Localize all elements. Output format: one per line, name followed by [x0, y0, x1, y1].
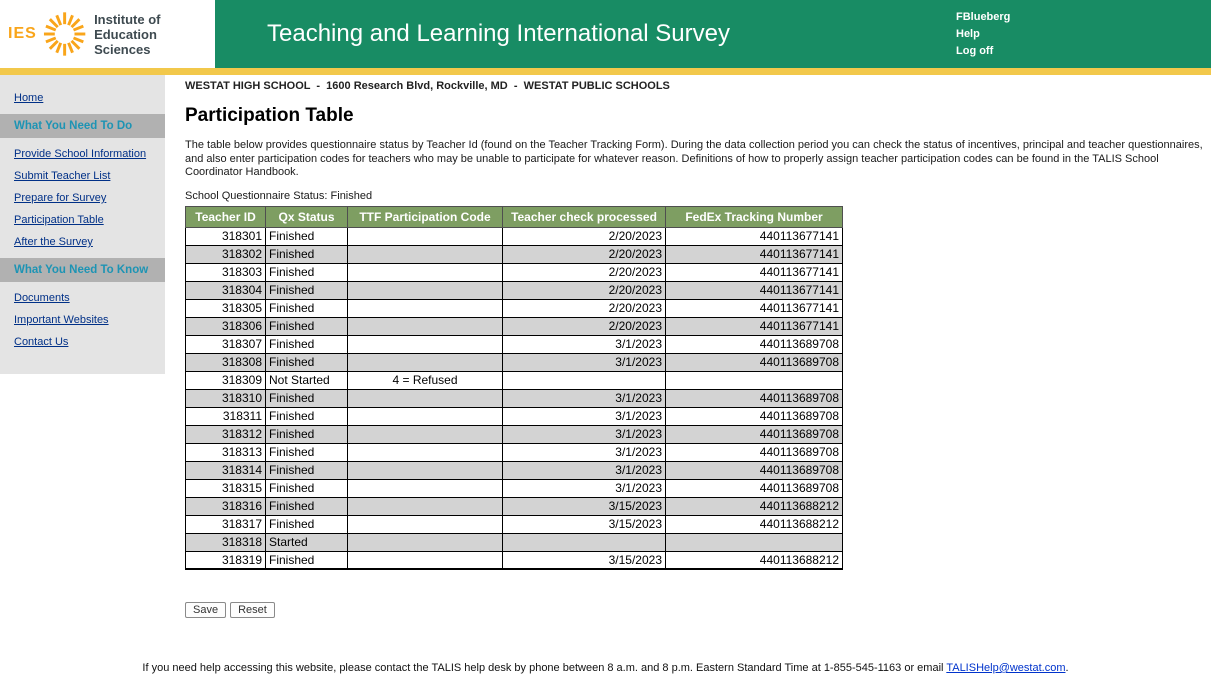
ies-org-name — [94, 12, 215, 57]
teacher-id-cell: 318317 — [186, 515, 266, 533]
ttf-code-cell[interactable] — [348, 335, 503, 353]
sidebar-item-provide-school-information[interactable]: Provide School Information — [14, 148, 147, 160]
qx-status-cell: Finished — [266, 461, 348, 479]
button-row — [185, 602, 1205, 618]
fedex-tracking-cell: 440113677141 — [666, 299, 843, 317]
table-row — [186, 227, 843, 245]
ttf-code-cell[interactable] — [348, 461, 503, 479]
fedex-tracking-cell: 440113688212 — [666, 497, 843, 515]
qx-status-cell: Not Started — [266, 371, 348, 389]
table-header-row — [186, 206, 843, 227]
sidebar-item-home[interactable]: Home — [14, 92, 44, 104]
table-row — [186, 443, 843, 461]
col-header-fedex-tracking: FedEx Tracking Number — [666, 206, 843, 227]
qx-status-cell: Finished — [266, 443, 348, 461]
qx-status-cell: Finished — [266, 353, 348, 371]
fedex-tracking-cell: 440113677141 — [666, 227, 843, 245]
table-row — [186, 299, 843, 317]
col-header-check-processed: Teacher check processed — [503, 206, 666, 227]
qx-status-cell: Finished — [266, 299, 348, 317]
sidebar-item-submit-teacher-list[interactable]: Submit Teacher List — [14, 170, 111, 182]
qx-status-cell: Finished — [266, 389, 348, 407]
ttf-code-cell[interactable] — [348, 515, 503, 533]
table-row — [186, 281, 843, 299]
col-header-ttf-code: TTF Participation Code — [348, 206, 503, 227]
teacher-id-cell: 318309 — [186, 371, 266, 389]
main-content — [165, 75, 1211, 618]
ies-logo-text: IES — [8, 25, 37, 42]
sidebar-item-prepare-for-survey[interactable]: Prepare for Survey — [14, 192, 107, 204]
check-processed-cell: 3/1/2023 — [503, 335, 666, 353]
check-processed-cell: 2/20/2023 — [503, 227, 666, 245]
qx-status-cell: Finished — [266, 425, 348, 443]
ttf-code-cell[interactable] — [348, 353, 503, 371]
gold-divider-bar — [0, 68, 1211, 75]
fedex-tracking-cell: 440113677141 — [666, 245, 843, 263]
sunburst-icon — [41, 10, 88, 58]
table-row — [186, 479, 843, 497]
ttf-code-cell[interactable] — [348, 443, 503, 461]
help-footer — [0, 662, 1211, 674]
reset-button[interactable]: Reset — [230, 602, 275, 618]
ttf-code-cell[interactable] — [348, 263, 503, 281]
teacher-id-cell: 318307 — [186, 335, 266, 353]
qx-status-cell: Finished — [266, 551, 348, 569]
teacher-id-cell: 318308 — [186, 353, 266, 371]
help-link[interactable]: Help — [956, 28, 980, 40]
check-processed-cell: 3/15/2023 — [503, 515, 666, 533]
participation-table — [185, 206, 843, 571]
ttf-code-cell[interactable] — [348, 497, 503, 515]
teacher-id-cell: 318319 — [186, 551, 266, 569]
qx-status-cell: Finished — [266, 515, 348, 533]
page-header — [0, 0, 1211, 68]
page-title: Participation Table — [185, 105, 354, 126]
teacher-id-cell: 318315 — [186, 479, 266, 497]
check-processed-cell: 3/1/2023 — [503, 461, 666, 479]
col-header-teacher-id: Teacher ID — [186, 206, 266, 227]
teacher-id-cell: 318304 — [186, 281, 266, 299]
check-processed-cell: 2/20/2023 — [503, 263, 666, 281]
table-row — [186, 407, 843, 425]
fedex-tracking-cell: 440113689708 — [666, 335, 843, 353]
fedex-tracking-cell: 440113677141 — [666, 317, 843, 335]
qx-status-cell: Finished — [266, 407, 348, 425]
ttf-code-cell[interactable] — [348, 227, 503, 245]
table-row — [186, 371, 843, 389]
check-processed-cell: 3/1/2023 — [503, 443, 666, 461]
teacher-id-cell: 318311 — [186, 407, 266, 425]
fedex-tracking-cell: 440113677141 — [666, 281, 843, 299]
check-processed-cell: 3/1/2023 — [503, 389, 666, 407]
teacher-id-cell: 318306 — [186, 317, 266, 335]
fedex-tracking-cell: 440113689708 — [666, 353, 843, 371]
ttf-code-cell[interactable] — [348, 425, 503, 443]
table-row — [186, 461, 843, 479]
site-title: Teaching and Learning International Survey — [267, 20, 730, 47]
check-processed-cell: 3/1/2023 — [503, 425, 666, 443]
page-description: The table below provides questionnaire status by Teacher Id (found on the Teacher Tracking Form). During the data collection period you can check the status of incentives, principal and teacher questionnaires, and also enter participation codes for teachers who may be unable to participate for whatever reason. Definitions of how to properly assign teacher participation codes can be found in the TALIS School Coordinator Handbook. — [185, 139, 1203, 178]
table-row — [186, 245, 843, 263]
qx-status-cell: Finished — [266, 281, 348, 299]
sidebar-section-what-you-need-to-know: What You Need To Know — [0, 258, 165, 282]
ttf-code-cell[interactable] — [348, 317, 503, 335]
table-row — [186, 353, 843, 371]
table-row — [186, 263, 843, 281]
table-row — [186, 551, 843, 569]
ttf-code-cell[interactable] — [348, 551, 503, 569]
fedex-tracking-cell: 440113689708 — [666, 479, 843, 497]
ttf-code-cell[interactable] — [348, 245, 503, 263]
ttf-code-cell[interactable] — [348, 533, 503, 551]
table-row — [186, 389, 843, 407]
ttf-code-cell[interactable] — [348, 479, 503, 497]
ttf-code-cell[interactable] — [348, 389, 503, 407]
green-banner — [215, 0, 1211, 68]
check-processed-cell — [503, 533, 666, 551]
qx-status-cell: Finished — [266, 317, 348, 335]
ttf-code-cell[interactable] — [348, 299, 503, 317]
fedex-tracking-cell: 440113689708 — [666, 461, 843, 479]
sidebar-section-what-you-need-to-do: What You Need To Do — [0, 114, 165, 138]
table-row — [186, 425, 843, 443]
breadcrumb: WESTAT HIGH SCHOOL - 1600 Research Blvd, Rockville, MD - WESTAT PUBLIC SCHOOLS — [185, 80, 670, 92]
table-row — [186, 533, 843, 551]
table-row — [186, 497, 843, 515]
qx-status-cell: Finished — [266, 227, 348, 245]
check-processed-cell: 2/20/2023 — [503, 245, 666, 263]
fedex-tracking-cell: 440113688212 — [666, 551, 843, 569]
fedex-tracking-cell — [666, 533, 843, 551]
fedex-tracking-cell: 440113689708 — [666, 425, 843, 443]
logoff-link[interactable]: Log off — [956, 45, 994, 57]
check-processed-cell: 2/20/2023 — [503, 299, 666, 317]
teacher-id-cell: 318310 — [186, 389, 266, 407]
talis-help-email-link[interactable]: TALISHelp@westat.com — [946, 662, 1066, 674]
fedex-tracking-cell — [666, 371, 843, 389]
sidebar-item-after-the-survey[interactable]: After the Survey — [14, 236, 93, 248]
teacher-id-cell: 318316 — [186, 497, 266, 515]
user-links — [956, 11, 1010, 58]
username-link[interactable]: FBlueberg — [956, 11, 1011, 23]
teacher-id-cell: 318313 — [186, 443, 266, 461]
check-processed-cell: 3/1/2023 — [503, 479, 666, 497]
col-header-qx-status: Qx Status — [266, 206, 348, 227]
sidebar-nav — [0, 75, 165, 374]
teacher-id-cell: 318318 — [186, 533, 266, 551]
qx-status-cell: Started — [266, 533, 348, 551]
sidebar-item-participation-table[interactable]: Participation Table — [14, 214, 104, 226]
teacher-id-cell: 318314 — [186, 461, 266, 479]
check-processed-cell: 3/15/2023 — [503, 551, 666, 569]
table-row — [186, 317, 843, 335]
school-questionnaire-status: School Questionnaire Status: Finished — [185, 189, 373, 202]
ies-org-line2: Education Sciences — [94, 26, 157, 57]
fedex-tracking-cell: 440113677141 — [666, 263, 843, 281]
check-processed-cell: 3/1/2023 — [503, 407, 666, 425]
teacher-id-cell: 318302 — [186, 245, 266, 263]
check-processed-cell: 2/20/2023 — [503, 281, 666, 299]
check-processed-cell: 2/20/2023 — [503, 317, 666, 335]
sidebar-item-important-websites[interactable]: Important Websites — [14, 314, 109, 326]
teacher-id-cell: 318303 — [186, 263, 266, 281]
check-processed-cell: 3/15/2023 — [503, 497, 666, 515]
qx-status-cell: Finished — [266, 263, 348, 281]
fedex-tracking-cell: 440113689708 — [666, 443, 843, 461]
check-processed-cell: 3/1/2023 — [503, 353, 666, 371]
save-button[interactable]: Save — [185, 602, 226, 618]
table-row — [186, 335, 843, 353]
table-row — [186, 515, 843, 533]
sidebar-item-documents[interactable]: Documents — [14, 292, 70, 304]
qx-status-cell: Finished — [266, 245, 348, 263]
teacher-id-cell: 318301 — [186, 227, 266, 245]
fedex-tracking-cell: 440113689708 — [666, 389, 843, 407]
footer-text-end: . — [1065, 662, 1069, 674]
fedex-tracking-cell: 440113689708 — [666, 407, 843, 425]
ttf-code-cell[interactable]: 4 = Refused — [348, 371, 503, 389]
teacher-id-cell: 318305 — [186, 299, 266, 317]
fedex-tracking-cell: 440113688212 — [666, 515, 843, 533]
ttf-code-cell[interactable] — [348, 281, 503, 299]
footer-text: If you need help accessing this website, please contact the TALIS help desk by phone between 8 a.m. and 8 p.m. Eastern Standard Time at 1-855-545-1163 or email — [142, 662, 947, 674]
check-processed-cell — [503, 371, 666, 389]
qx-status-cell: Finished — [266, 497, 348, 515]
ttf-code-cell[interactable] — [348, 407, 503, 425]
qx-status-cell: Finished — [266, 479, 348, 497]
ies-org-line1: Institute of — [94, 11, 161, 27]
sidebar-item-contact-us[interactable]: Contact Us — [14, 336, 69, 348]
ies-logo — [0, 0, 215, 68]
teacher-id-cell: 318312 — [186, 425, 266, 443]
qx-status-cell: Finished — [266, 335, 348, 353]
